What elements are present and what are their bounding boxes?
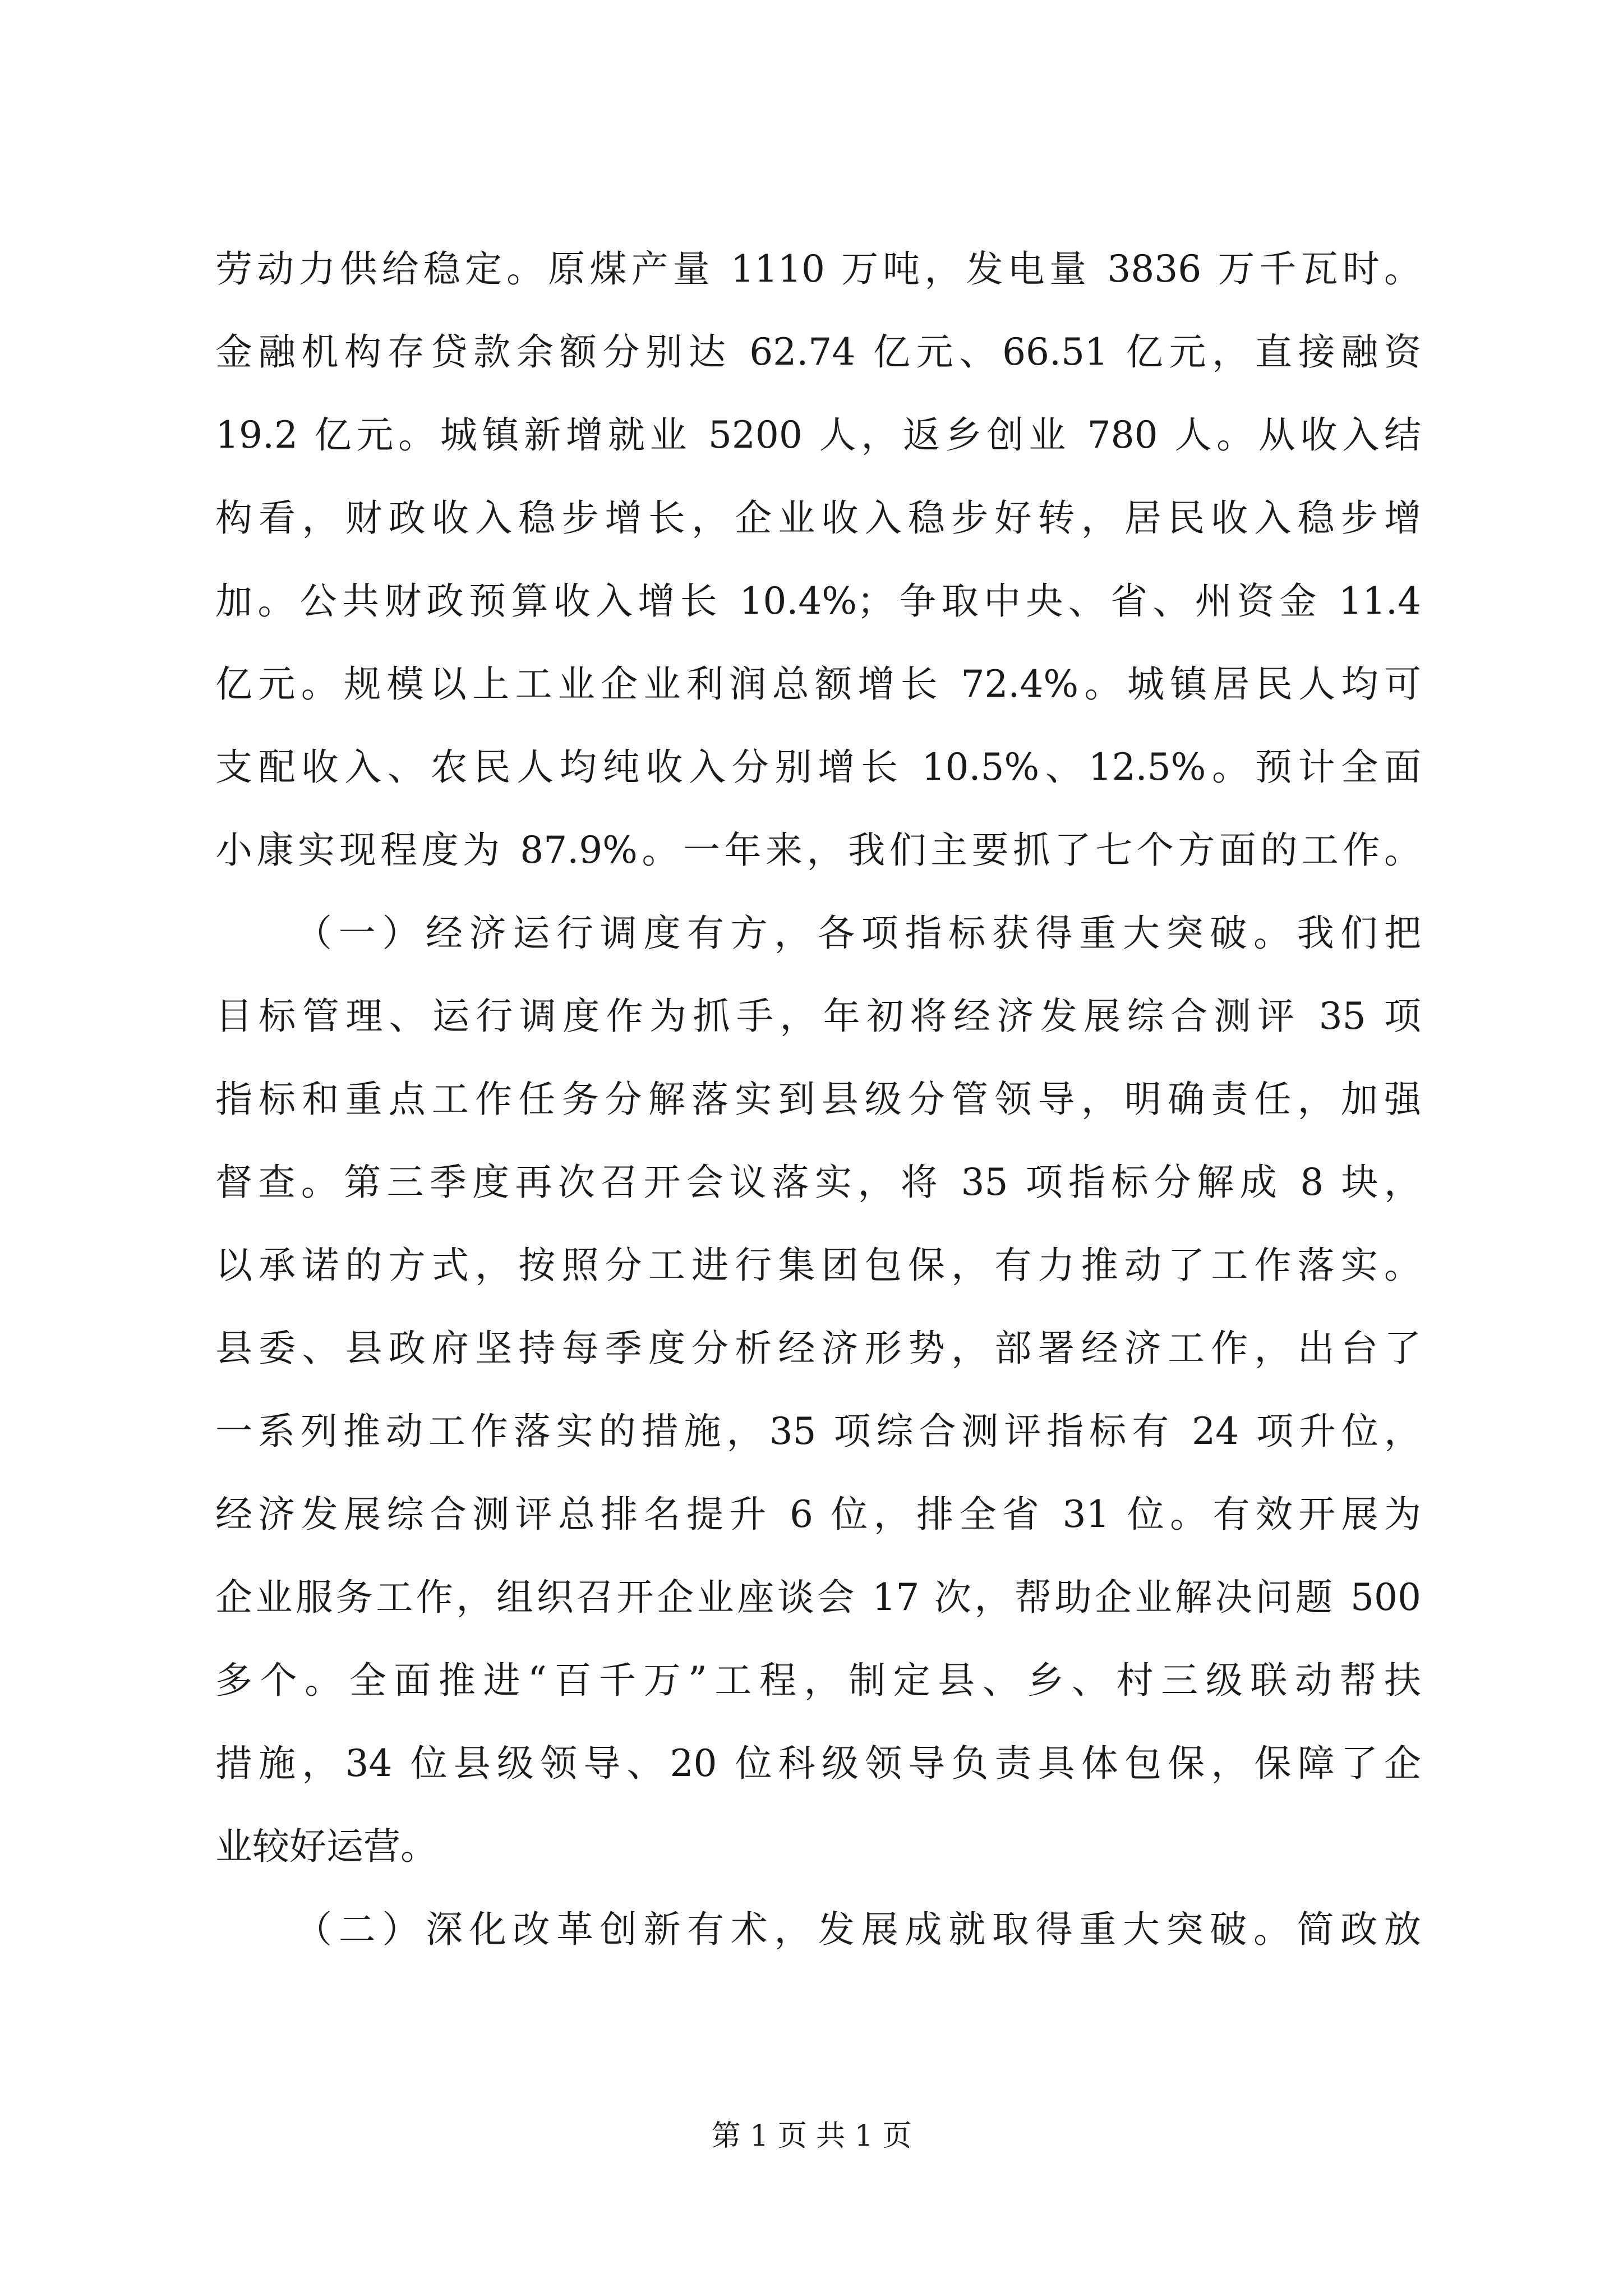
page-footer: 第 1 页 共 1 页 [711,2119,912,2153]
body-line-2: 金融机构存贷款余额分别达 62.74 亿元、66.51 亿元，直接融资 [215,330,1421,374]
body-line-3: 19.2 亿元。城镇新增就业 5200 人，返乡创业 780 人。从收入结 [215,413,1421,457]
body-line-18: 多个。全面推进“百千万”工程，制定县、乡、村三级联动帮扶 [215,1659,1421,1702]
body-line-16: 经济发展综合测评总排名提升 6 位，排全省 31 位。有效开展为 [215,1493,1421,1536]
body-line-6: 亿元。规模以上工业企业利润总额增长 72.4%。城镇居民人均可 [215,662,1421,706]
body-line-8: 小康实现程度为 87.9%。一年来，我们主要抓了七个方面的工作。 [215,829,1421,872]
body-line-5: 加。公共财政预算收入增长 10.4%；争取中央、省、州资金 11.4 [215,579,1421,623]
body-line-10: 目标管理、运行调度作为抓手，年初将经济发展综合测评 35 项 [215,995,1421,1038]
body-line-13: 以承诺的方式，按照分工进行集团包保，有力推动了工作落实。 [215,1244,1421,1287]
body-line-19: 措施，34 位县级领导、20 位科级领导负责具体包保，保障了企 [215,1742,1421,1785]
body-line-11: 指标和重点工作任务分解落实到县级分管领导，明确责任，加强 [215,1078,1421,1121]
body-line-14: 县委、县政府坚持每季度分析经济形势，部署经济工作，出台了 [215,1327,1421,1370]
body-line-1: 劳动力供给稳定。原煤产量 1110 万吨，发电量 3836 万千瓦时。 [215,247,1421,291]
body-line-4: 构看，财政收入稳步增长，企业收入稳步好转，居民收入稳步增 [215,496,1421,540]
body-line-12: 督查。第三季度再次召开会议落实，将 35 项指标分解成 8 块， [215,1161,1421,1204]
body-line-20: 业较好运营。 [215,1825,437,1868]
paragraph-1-first-line: （一）经济运行调度有方，各项指标获得重大突破。我们把 [295,912,1421,955]
paragraph-2-first-line: （二）深化改革创新有术，发展成就取得重大突破。简政放 [295,1908,1421,1951]
body-line-17: 企业服务工作，组织召开企业座谈会 17 次，帮助企业解决问题 500 [215,1576,1421,1619]
body-line-15: 一系列推动工作落实的措施，35 项综合测评指标有 24 项升位， [215,1410,1421,1453]
body-line-7: 支配收入、农民人均纯收入分别增长 10.5%、12.5%。预计全面 [215,746,1421,789]
